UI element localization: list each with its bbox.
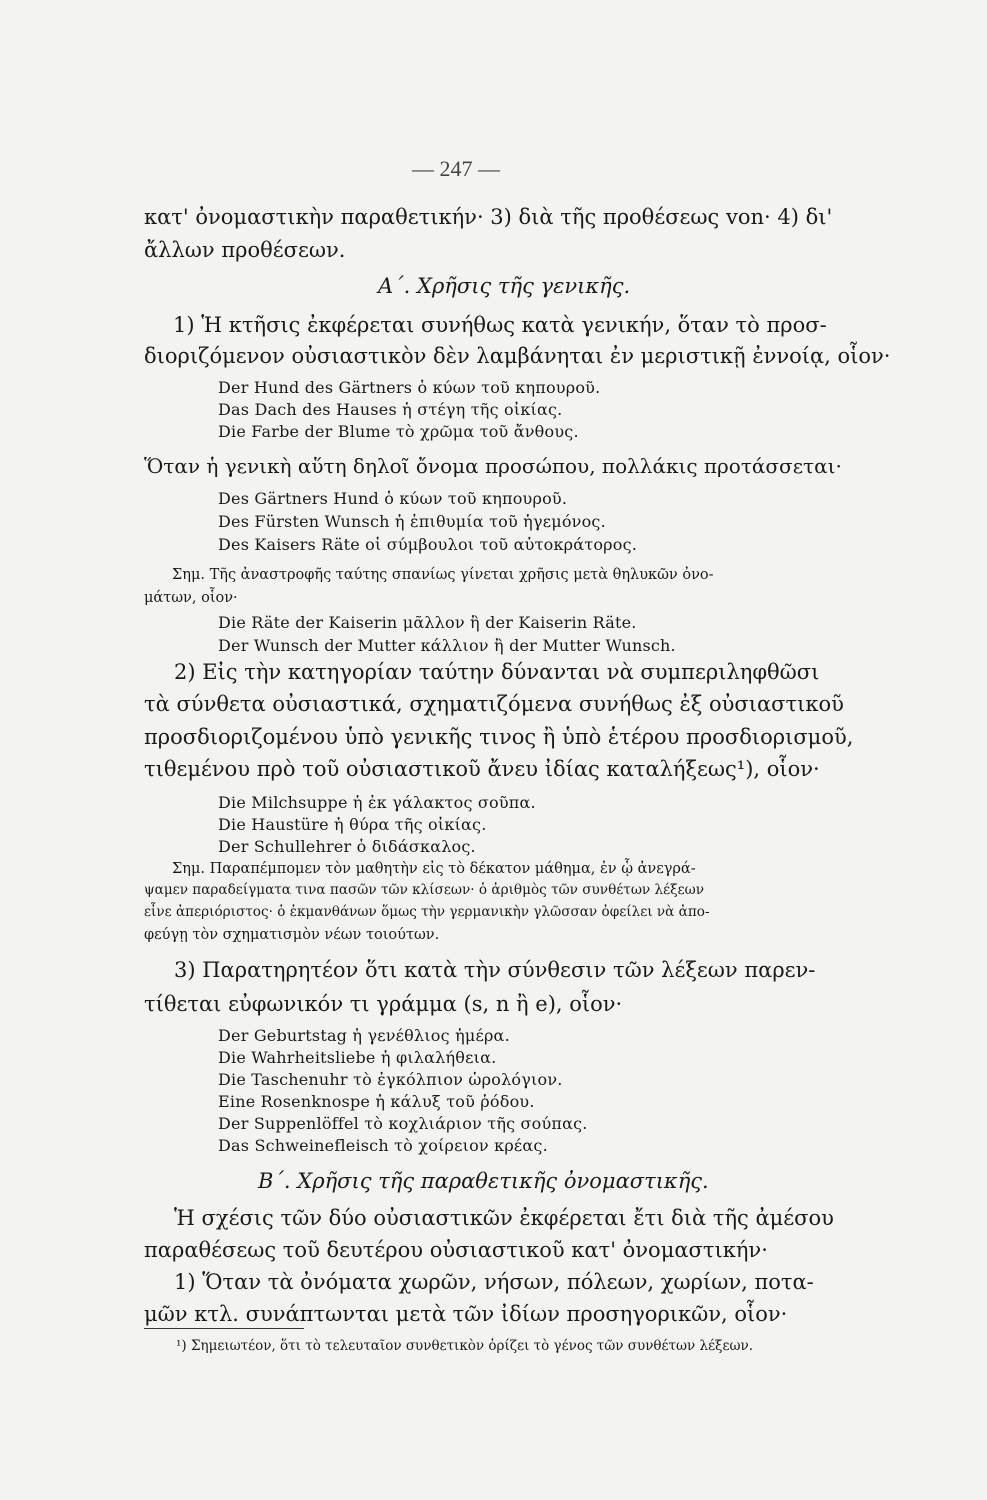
section-heading: Β΄. Χρῆσις τῆς παραθετικῆς ὀνομαστικῆς. [258, 1169, 709, 1193]
example-line: Die Haustüre ἡ θύρα τῆς οἰκίας. [218, 815, 487, 834]
text-line: Ὅταν ἡ γενικὴ αὕτη δηλοῖ ὄνομα προσώπου, πολλάκις προτάσσεται· [144, 454, 842, 478]
note-line: Σημ. Παραπέμπομεν τὸν μαθητὴν εἰς τὸ δέκατον μάθημα, ἐν ᾧ ἀνεγρά- [172, 861, 696, 877]
note-line: ψαμεν παραδείγματα τινα πασῶν τῶν κλίσεων· ὁ ἀριθμὸς τῶν συνθέτων λέξεων [144, 882, 705, 898]
example-line: Die Farbe der Blume τὸ χρῶμα τοῦ ἄνθους. [218, 422, 579, 441]
note-line: μάτων, οἷον· [144, 590, 238, 606]
text-line: 2) Εἰς τὴν κατηγορίαν ταύτην δύνανται νὰ συμπεριληφθῶσι [174, 660, 820, 684]
text-line: τὰ σύνθετα οὐσιαστικά, σχηματιζόμενα συνήθως ἐξ οὐσιαστικοῦ [144, 692, 844, 716]
text-line: 1) Ὅταν τὰ ὀνόματα χωρῶν, νήσων, πόλεων, χωρίων, ποτα- [174, 1270, 814, 1294]
text-line: προσδιοριζομένου ὑπὸ γενικῆς τινος ἢ ὑπὸ ἑτέρου προσδιορισμοῦ, [144, 725, 854, 749]
example-line: Der Wunsch der Mutter κάλλιον ἢ der Mutter Wunsch. [218, 636, 676, 655]
text-line: κατ' ὀνομαστικὴν παραθετικήν· 3) διὰ τῆς προθέσεως von· 4) δι' [144, 205, 833, 229]
section-heading: Α΄. Χρῆσις τῆς γενικῆς. [378, 274, 631, 298]
text-line: Ἡ σχέσις τῶν δύο οὐσιαστικῶν ἐκφέρεται ἔτι διὰ τῆς ἀμέσου [174, 1206, 834, 1230]
note-line: εἶνε ἀπεριόριστος· ὁ ἐκμανθάνων ὅμως τὴν γερμανικὴν γλῶσσαν ὀφείλει νὰ ἀπο- [144, 904, 710, 920]
text-line: παραθέσεως τοῦ δευτέρου οὐσιαστικοῦ κατ' ὀνομαστικήν· [144, 1238, 768, 1262]
text-line: διοριζόμενον οὐσιαστικὸν δὲν λαμβάνηται ἐν μεριστικῇ ἐννοίᾳ, οἷον· [144, 344, 891, 368]
example-line: Der Geburtstag ἡ γενέθλιος ἡμέρα. [218, 1026, 510, 1045]
example-line: Der Suppenlöffel τὸ κοχλιάριον τῆς σούπας. [218, 1114, 588, 1133]
text-line: τιθεμένου πρὸ τοῦ οὐσιαστικοῦ ἄνευ ἰδίας καταλήξεως¹), οἷον· [144, 757, 820, 781]
example-line: Die Wahrheitsliebe ἡ φιλαλήθεια. [218, 1048, 497, 1067]
example-line: Eine Rosenknospe ἡ κάλυξ τοῦ ῥόδου. [218, 1092, 535, 1111]
example-line: Das Schweinefleisch τὸ χοίρειον κρέας. [218, 1136, 548, 1155]
example-line: Des Kaisers Räte οἱ σύμβουλοι τοῦ αὐτοκράτορος. [218, 535, 638, 554]
text-line: μῶν κτλ. συνάπτωνται μετὰ τῶν ἰδίων προσηγορικῶν, οἷον· [144, 1302, 788, 1326]
example-line: Des Gärtners Hund ὁ κύων τοῦ κηπουροῦ. [218, 489, 568, 508]
note-line: Σημ. Τῆς ἀναστροφῆς ταύτης σπανίως γίνεται χρῆσις μετὰ θηλυκῶν ὀνο- [172, 567, 714, 583]
example-line: Des Fürsten Wunsch ἡ ἐπιθυμία τοῦ ἡγεμόνος. [218, 512, 606, 531]
footnote-divider [144, 1328, 304, 1329]
example-line: Das Dach des Hauses ἡ στέγη τῆς οἰκίας. [218, 400, 563, 419]
page-number: — 247 — [412, 156, 500, 181]
note-line: φεύγῃ τὸν σχηματισμὸν νέων τοιούτων. [144, 927, 440, 943]
example-line: Die Räte der Kaiserin μᾶλλον ἢ der Kaiserin Räte. [218, 613, 637, 632]
example-line: Der Schullehrer ὁ διδάσκαλος. [218, 837, 476, 856]
example-line: Die Milchsuppe ἡ ἐκ γάλακτος σοῦπα. [218, 793, 536, 812]
text-line: 1) Ἡ κτῆσις ἐκφέρεται συνήθως κατὰ γενικήν, ὅταν τὸ προσ- [173, 313, 827, 337]
text-line: τίθεται εὐφωνικόν τι γράμμα (s, n ἢ e), οἷον· [144, 992, 623, 1016]
example-line: Die Taschenuhr τὸ ἐγκόλπιον ὡρολόγιον. [218, 1070, 563, 1089]
footnote: ¹) Σημειωτέον, ὅτι τὸ τελευταῖον συνθετικὸν ὁρίζει τὸ γένος τῶν συνθέτων λέξεων. [176, 1338, 753, 1354]
text-line: ἄλλων προθέσεων. [144, 238, 346, 262]
example-line: Der Hund des Gärtners ὁ κύων τοῦ κηπουροῦ. [218, 378, 601, 397]
text-line: 3) Παρατηρητέον ὅτι κατὰ τὴν σύνθεσιν τῶν λέξεων παρεν- [174, 958, 816, 982]
